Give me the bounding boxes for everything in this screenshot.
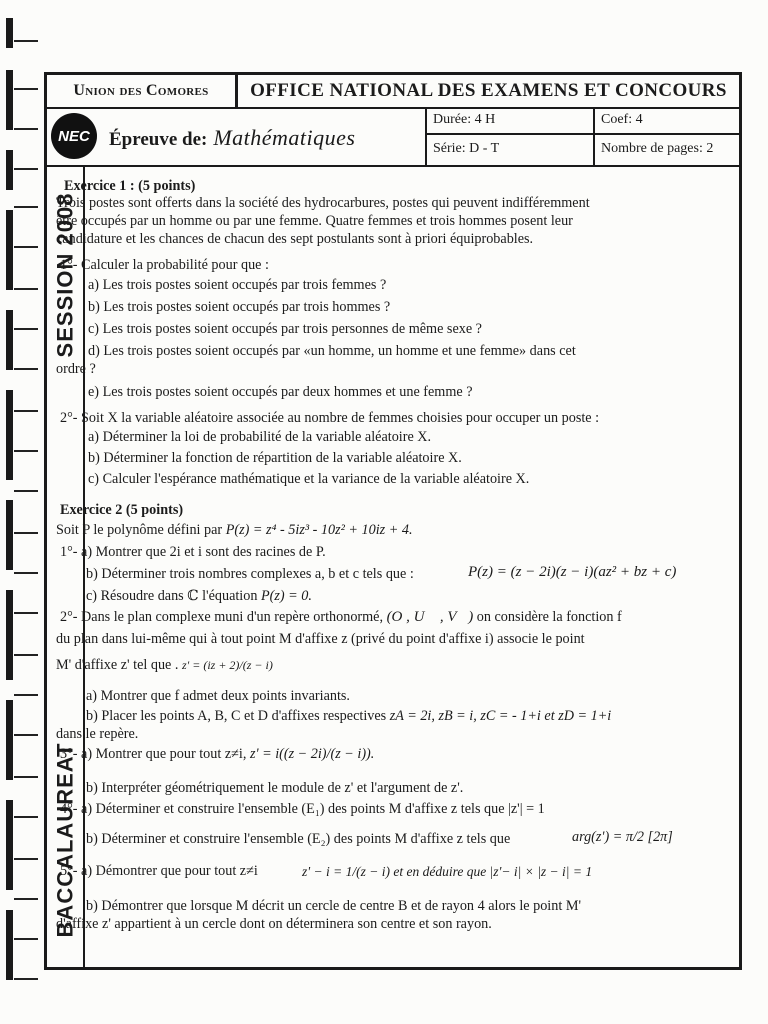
ex1-q1a: a) Les trois postes soient occupés par trois femmes ? [88, 277, 387, 293]
ex2-q4b-eq: arg(z') = π/2 [2π] [572, 829, 673, 845]
ex2-q1b-text: b) Déterminer trois nombres complexes a, b et c tels que : [86, 566, 414, 582]
ex1-q2c: c) Calculer l'espérance mathématique et la variance de la variable aléatoire X. [88, 471, 530, 487]
ex2-q3a-text: 3°- a) Montrer que pour tout z≠i, [60, 746, 247, 762]
spiral-binding [0, 0, 44, 1024]
ex2-q4b: b) Déterminer et construire l'ensemble (E₂) des points M d'affixe z tels que [86, 831, 511, 847]
duration: Durée: 4 H [427, 107, 595, 135]
office-logo: NEC [51, 113, 97, 159]
session-label: SESSION 2008 [52, 192, 77, 358]
ex1-q1: 1°- Calculer la probabilité pour que : [60, 257, 269, 273]
ex2-q3b: b) Interpréter géométriquement le module de z' et l'argument de z'. [86, 780, 464, 796]
ex2-q2-line3-text: M' d'affixe z' tel que . [56, 657, 179, 673]
ex2-q5a-eq: z' − i = 1/(z − i) et en déduire que |z'− i| × |z − i| = 1 [302, 864, 593, 879]
ex1-q1c: c) Les trois postes soient occupés par trois personnes de même sexe ? [88, 321, 482, 337]
ex2-q2b [86, 708, 611, 726]
header-row-2 [47, 107, 739, 167]
bac-label: BACCALAUREAT [52, 742, 78, 938]
ex2-q1c-text: c) Résoudre dans ℂ l'équation [86, 588, 258, 604]
ex2-q2 [60, 609, 622, 627]
meta-coef-pages [593, 107, 741, 165]
ex2-q2-text-b: on considère la fonction f [476, 609, 622, 625]
epreuve-label: Épreuve de: [109, 129, 208, 150]
ex2-q2-repere: (O , U⃗ , V⃗) [386, 609, 474, 625]
ex2-q4a: 4°- a) Déterminer et construire l'ensemble (E₁) des points M d'affixe z tels que |z'| = 1 [60, 801, 545, 817]
ex1-q2a: a) Déterminer la loi de probabilité de la variable aléatoire X. [88, 429, 432, 445]
coefficient: Coef: 4 [595, 107, 741, 135]
ex2-q5b-line2: d'affixe z' appartient à un cercle dont on déterminera son centre et son rayon. [56, 916, 492, 932]
ex2-q2a: a) Montrer que f admet deux points invariants. [86, 688, 350, 704]
ex2-q2-text: 2°- Dans le plan complexe muni d'un repère orthonormé, [60, 609, 384, 625]
ex2-q2-function: z' = (iz + 2)/(z − i) [182, 658, 273, 672]
ex2-q2-line3 [56, 657, 273, 675]
ex1-intro-2: être occupés par un homme ou par une femme. Quatre femmes et trois hommes posent leur [56, 213, 573, 229]
ex2-q1a: 1°- a) Montrer que 2i et i sont des racines de P. [60, 544, 326, 560]
ex2-q3a-eq: z' = i((z − 2i)/(z − i)). [249, 746, 375, 762]
header-row-1 [47, 75, 739, 109]
meta-duration-series [425, 107, 595, 165]
country-name: Union des Comores [47, 75, 238, 107]
ex2-q2b-text: b) Placer les points A, B, C et D d'affixes respectives [86, 708, 387, 724]
ex2-intro [56, 522, 413, 540]
side-strip [47, 165, 85, 967]
ex2-q3a [60, 746, 374, 764]
ex2-title: Exercice 2 (5 points) [60, 502, 184, 518]
ex2-q1b-equation: P(z) = (z − 2i)(z − i)(az² + bz + c) [468, 564, 677, 580]
ex2-q1c-eq: P(z) = 0. [261, 588, 312, 604]
ex1-q2: 2°- Soit X la variable aléatoire associée au nombre de femmes choisies pour occuper un poste : [60, 410, 600, 426]
page-count: Nombre de pages: 2 [601, 141, 714, 156]
ex2-q1c [86, 588, 312, 606]
ex1-q1e: e) Les trois postes soient occupés par deux hommes et une femme ? [88, 384, 473, 400]
ex2-q2b-affixes: zA = 2i, zB = i, zC = - 1+i et zD = 1+i [389, 708, 612, 724]
subject-name: Mathématiques [213, 125, 356, 150]
ex1-q1b: b) Les trois postes soient occupés par trois hommes ? [88, 299, 391, 315]
ex2-q2b-line2: dans le repère. [56, 726, 139, 742]
ex2-intro-text: Soit P le polynôme défini par [56, 522, 223, 538]
ex1-q2b: b) Déterminer la fonction de répartition de la variable aléatoire X. [88, 450, 462, 466]
ex1-q1d: d) Les trois postes soient occupés par «un homme, un homme et une femme» dans cet [88, 343, 576, 359]
ex2-q1b [86, 566, 414, 584]
ex2-q5a: 5°- a) Démontrer que pour tout z≠i [60, 863, 258, 879]
ex1-title: Exercice 1 : (5 points) [64, 178, 196, 194]
office-name: OFFICE NATIONAL DES EXAMENS ET CONCOURS [250, 80, 727, 101]
ex1-q1d-2: ordre ? [56, 361, 96, 377]
ex2-q2-line2: du plan dans lui-même qui à tout point M d'affixe z (privé du point d'affixe i) associe le point [56, 631, 585, 647]
epreuve-title [109, 125, 356, 151]
series: Série: D - T [433, 141, 500, 156]
ex1-intro-3: candidature et les chances de chacun des sept postulants sont à priori équiprobables. [56, 231, 534, 247]
ex1-intro-1: Trois postes sont offerts dans la société des hydrocarbures, postes qui peuvent indifféremment [56, 195, 590, 211]
ex2-polynomial: P(z) = z⁴ - 5iz³ - 10z² + 10iz + 4. [225, 522, 413, 538]
ex2-q5b: b) Démontrer que lorsque M décrit un cercle de centre B et de rayon 4 alors le point M' [86, 898, 582, 914]
